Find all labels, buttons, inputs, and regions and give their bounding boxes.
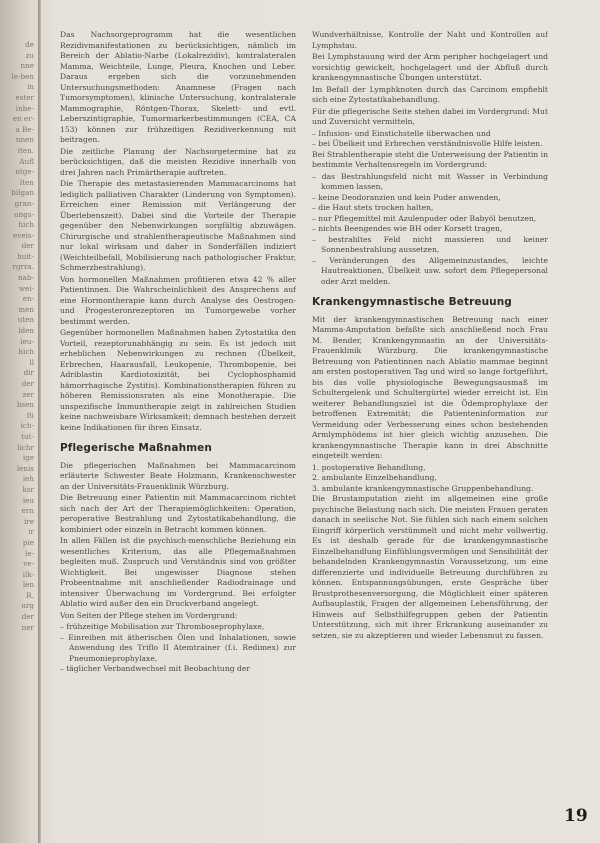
margin-fragment: ich- bbox=[20, 421, 34, 431]
left-paragraphs-bottom bbox=[60, 461, 296, 622]
paragraph: In allen Fällen ist die psychisch-menschliche Beziehung ein wesentliches Kriterium, das alle Pflegemaßnahmen begleiten muß. Zuspruch und Verständnis sind von größter Wichtigkeit. Bei ungewisser Diagnose stehen Probeentnahme mit anschließender Radiodrainage und intensiver Überwachung im Vordergrund. Bei erfolgter Ablatio wird außer den ein Druckverband angelegt. bbox=[60, 536, 296, 608]
margin-fragment: en- bbox=[22, 294, 34, 304]
margin-fragment: en er- bbox=[12, 114, 34, 124]
paragraph: Gegenüber hormonellen Maßnahmen haben Zytostatika den Vorteil, rezeptorunabhängig zu sein. Es ist jedoch mit erheblichen Nebenwirkungen zu rechnen (Übelkeit, Erbrechen, Haarausfall, Leukopenie, Thrombopenie, bei Adriblastin Kardiotoxizität, bei Cyclophosphamid hämorrhagische Zystitis). Kombinationstherapien führen zu höheren Remissionsraten als eine Monotherapie. Die unspezifische Immuntherapie zeigt in zahlreichen Studien keine nachweisbare Wirksamkeit; demnach bestehen derzeit keine Indikationen für ihren Einsatz. bbox=[60, 328, 296, 432]
margin-fragment: ieu bbox=[22, 495, 34, 505]
margin-fragment: inbe- bbox=[15, 103, 34, 113]
right-numbered-list bbox=[312, 463, 548, 495]
paragraph: Im Befall der Lymphknoten durch das Carcinom empfiehlt sich eine Zytostatikabehandlung. bbox=[312, 84, 548, 104]
margin-fragment: le-ben bbox=[11, 71, 34, 81]
margin-fragment: ir bbox=[28, 527, 34, 537]
margin-fragment: ner bbox=[21, 622, 34, 632]
margin-fragment: ll bbox=[29, 357, 34, 367]
right-paragraphs-end bbox=[312, 494, 548, 641]
list-item: – nichts Beengendes wie BH oder Korsett tragen, bbox=[312, 224, 503, 233]
margin-fragment: R. bbox=[26, 590, 34, 600]
paragraph: Für die pflegerische Seite stehen dabei im Vordergrund: Mut und Zuversicht vermitteln, bbox=[312, 106, 548, 126]
section-heading-krankengymnastik: Krankengymnastische Betreuung bbox=[312, 296, 512, 308]
list-item: – Einreiben mit ätherischen Ölen und Inhalationen, sowie Anwendung des Triflo II Atemtrainer (f.i. Redimex) zur Pneumonieprophylaxe, bbox=[60, 632, 296, 663]
margin-fragment: de bbox=[25, 40, 34, 49]
page-number: 19 bbox=[564, 806, 588, 826]
left-paragraphs-top bbox=[60, 30, 296, 433]
margin-fragment: huit- bbox=[17, 251, 34, 261]
margin-fragment: bilgan bbox=[11, 188, 34, 198]
margin-fragment: fü bbox=[26, 410, 34, 420]
margin-fragment: lden bbox=[18, 326, 34, 336]
margin-fragment: rgrra. bbox=[12, 262, 34, 272]
margin-fragment: der bbox=[21, 241, 34, 251]
margin-fragment: ieh bbox=[22, 474, 34, 484]
paragraph: Von hormonellen Maßnahmen profitieren etwa 42 % aller Patientinnen. Die Wahrscheinlichkeit des Ansprechens auf eine Hormontherapie kann durch Analyse des Oestrogen- und Progesteronrezeptoren im Tumorgewebe vorher bestimmt werden. bbox=[60, 274, 296, 326]
margin-fragment: eveis- bbox=[13, 230, 34, 240]
right-paragraphs-bottom bbox=[312, 315, 548, 462]
margin-fragment: ige bbox=[22, 453, 34, 463]
margin-fragment: ungs- bbox=[14, 209, 34, 219]
margin-fragment: ieu- bbox=[20, 336, 34, 346]
list-item: – das Bestrahlungsfeld nicht mit Wasser in Verbindung kommen lassen, bbox=[312, 171, 548, 191]
margin-fragment: a Be- bbox=[15, 124, 34, 134]
list-item: – die Haut stets trocken halten, bbox=[312, 203, 434, 212]
margin-fragment: Aufl bbox=[19, 156, 34, 166]
paragraph: Die Betreuung einer Patientin mit Mammacarcinom richtet sich nach der Art der Therapiemöglichkeiten: Operation, peroperative Bestrahlung und Zytostatikabehandlung, die kombiniert oder einzeln in Betracht kommen können. bbox=[60, 493, 296, 534]
list-item: – keine Deodoranzien und kein Puder anwenden, bbox=[312, 192, 501, 202]
margin-fragment: in bbox=[27, 82, 34, 92]
margin-fragment: tut- bbox=[21, 431, 34, 441]
previous-page-margin bbox=[0, 40, 36, 800]
paragraph: Die zeitliche Planung der Nachsorgetermine hat zu berücksichtigen, daß die meisten Rezidive innerhalb von drei Jahren nach Primärtherapie auftreten. bbox=[60, 146, 296, 177]
right-paragraphs-top bbox=[312, 52, 548, 128]
margin-fragment: hich bbox=[18, 220, 34, 230]
right-para-mid: Bei Strahlentherapie steht die Unterweisung der Patientin in bestimmte Verhaltensregeln im Vordergrund: bbox=[312, 149, 548, 169]
margin-fragment: ve- bbox=[23, 559, 34, 569]
margin-fragment: bsen bbox=[16, 400, 34, 410]
margin-fragment: le- bbox=[25, 548, 34, 558]
list-item: 2. ambulante Einzelbehandlung, bbox=[312, 473, 437, 482]
paragraph: Die Brustamputation zieht im allgemeinen eine große psychische Belastung nach sich. Die meisten Frauen geraten danach in seelische Not. Sie fühlen sich nach einem solchen Eingriff körperlich verstümmelt und nicht mehr vollwertig. Es ist deshalb gerade für die krankengymnastische Einzelbehandlung Einfühlungsvermögen und Sensibilität der behandelnden Krankengymnastin Voraussetzung, um eine differenzierte und individuelle Betreuung durchführen zu können. Entspannungsübungen, erste Gespräche über Brustprothesenversorgung, die Möglichkeit einer späteren Aufbauplastik, Fragen der allgemeinen Lebensführung, der Hinweis auf Selbsthilfegruppen geben der Patientin Unterstützung, sich mit ihrer Erkrankung auseinander zu setzen, sie zu akzeptieren und wieder Lebensmut zu fassen. bbox=[312, 494, 548, 640]
margin-fragment: zer bbox=[22, 389, 34, 399]
list-item: – nur Pflegemittel mit Azulenpuder oder Babyöl benutzen, bbox=[312, 213, 537, 223]
margin-fragment: uten bbox=[17, 315, 34, 325]
left-bullet-list bbox=[60, 622, 296, 675]
margin-fragment: urg bbox=[21, 601, 34, 611]
paragraph: Von Seiten der Pflege stehen im Vordergrund: bbox=[60, 610, 238, 620]
right-intro: Wundverhältnisse, Kontrolle der Naht und Kontrollen auf Lymphstau. bbox=[312, 30, 548, 50]
list-item: 3. ambulante krankengymnastische Gruppenbehandlung. bbox=[312, 483, 534, 493]
paragraph: Das Nachsorgeprogramm hat die wesentlichen Rezidivmanifestationen zu berücksichtigen, nämlich im Bereich der Ablatio-Narbe (Lokalrezidiv), kontralateralen Mamma, Weichteile, Lunge, Pleura, Knochen und Leber. Daraus ergeben sich die vorzunehmenden Untersuchungsmethoden: Anamnese (Fragen nach Tumorsymptomen), klinische Untersuchung, kontralaterale Mammographie, Röntgen-Thorax, Skelett- und evtl. Leberszintigraphie, Tumormarkerbestimmungen (CEA, CA 153) können zur frühzeitigen Rezidiverkennung mit beitragen. bbox=[60, 30, 296, 144]
margin-fragment: der bbox=[21, 379, 34, 388]
left-column bbox=[60, 30, 296, 830]
list-item: – Infusion- und Einstichstelle überwachen und bbox=[312, 128, 491, 138]
list-item: – Veränderungen des Allgemeinzustandes, leichte Hautreaktionen, Übelkeit usw. sofort dem Pflegepersonal oder Arzt melden. bbox=[312, 255, 548, 286]
paragraph: Die Therapie des metastasierenden Mammacarcinoms hat lediglich palliativen Charakter (Linderung von Symptomen). Erreichen einer Remission mit Verlängerung der Überlebenszeit). Dabei sind die Vorteile der Therapie gegenüber den Nebenwirkungen sorgfältig abzuwägen. Chirurgische und strahlentherapeutische Maßnahmen sind nur lokal wirksam und daher in Sonderfällen indiziert (Weichteilbefall, Mobilisierung nach pathologischer Fraktur, Schmerzbestrahlung). bbox=[60, 179, 296, 272]
margin-fragment: ern bbox=[21, 506, 34, 516]
margin-fragment: ksr bbox=[22, 484, 34, 494]
margin-fragment: nne bbox=[20, 61, 34, 71]
margin-fragment: men bbox=[18, 304, 34, 314]
section-heading-pflege: Pflegerische Maßnahmen bbox=[60, 442, 212, 454]
margin-fragment: lenis bbox=[16, 463, 34, 473]
list-item: 1. postoperative Behandlung, bbox=[312, 462, 426, 472]
margin-fragment: pie bbox=[22, 537, 34, 547]
paragraph: Die pflegerischen Maßnahmen bei Mammacarcinom erläuterte Schwester Beate Holzmann, Krankenschwester an der Universitäts-Frauenklinik Würzburg. bbox=[60, 460, 296, 491]
list-item: – bestrahltes Feld nicht massieren und keiner Sonnenbestrahlung aussetzen, bbox=[312, 234, 548, 254]
margin-fragment: zu bbox=[25, 50, 34, 60]
margin-fragment: gran- bbox=[14, 198, 34, 208]
margin-fragment: lichr bbox=[17, 442, 34, 452]
margin-fragment: iten. bbox=[17, 145, 34, 155]
list-item: – bei Übelkeit und Erbrechen verständnisvolle Hilfe leisten. bbox=[312, 139, 543, 148]
right-column bbox=[312, 30, 548, 820]
paragraph: Bei Lymphstauung wird der Arm peripher hochgelagert und vorsichtig gewickelt, hochgelagert und der Abfluß durch krankengymnastische Übungen unterstützt. bbox=[312, 52, 548, 82]
margin-fragment: ntge- bbox=[15, 167, 34, 177]
margin-fragment: dir bbox=[23, 368, 34, 378]
margin-fragment: der bbox=[21, 612, 34, 622]
margin-fragment: len bbox=[22, 580, 34, 590]
right-bullet-list-a bbox=[312, 129, 548, 150]
margin-fragment: nab- bbox=[18, 273, 34, 283]
list-item: – täglicher Verbandwechsel mit Beobachtung der bbox=[60, 664, 250, 673]
right-bullet-list-b bbox=[312, 172, 548, 288]
margin-fragment: ire bbox=[24, 516, 34, 526]
margin-fragment: ester bbox=[15, 92, 34, 102]
margin-fragment: wei- bbox=[18, 283, 34, 293]
margin-fragment: ilk- bbox=[22, 569, 34, 579]
margin-fragment: hich bbox=[18, 347, 34, 357]
list-item: – frühzeitige Mobilisation zur Thromboseprophylaxe, bbox=[60, 622, 265, 631]
book-gutter bbox=[38, 0, 41, 843]
paragraph: Mit der krankengymnastischen Betreuung nach einer Mamma-Amputation befaßte sich anschließend noch Frau M. Bender, Krankengymnastin an der Universitäts-Frauenklinik Würzburg. Die krankengymnastische Betreuung von Patientinnen nach Ablatio mammae beginnt am ersten postoperativen Tag und wird so lange fortgeführt, bis das volle physiologische Bewegungsausmaß im Schultergelenk und Schultergürtel wieder erreicht ist. Ein weiterer Behandlungsziel ist die Ödemprophylaxe der betroffenen Extremität; die Patienteninformation zur Vermeidung oder Verbesserung eines schon bestehenden Armlymphödems ist hier gleich wichtig anzusehen. Die krankengymnastische Therapie kann in drei Abschnitte eingeteilt werden: bbox=[312, 314, 548, 460]
margin-fragment: lten bbox=[19, 177, 34, 187]
margin-fragment: nnen bbox=[15, 135, 34, 145]
